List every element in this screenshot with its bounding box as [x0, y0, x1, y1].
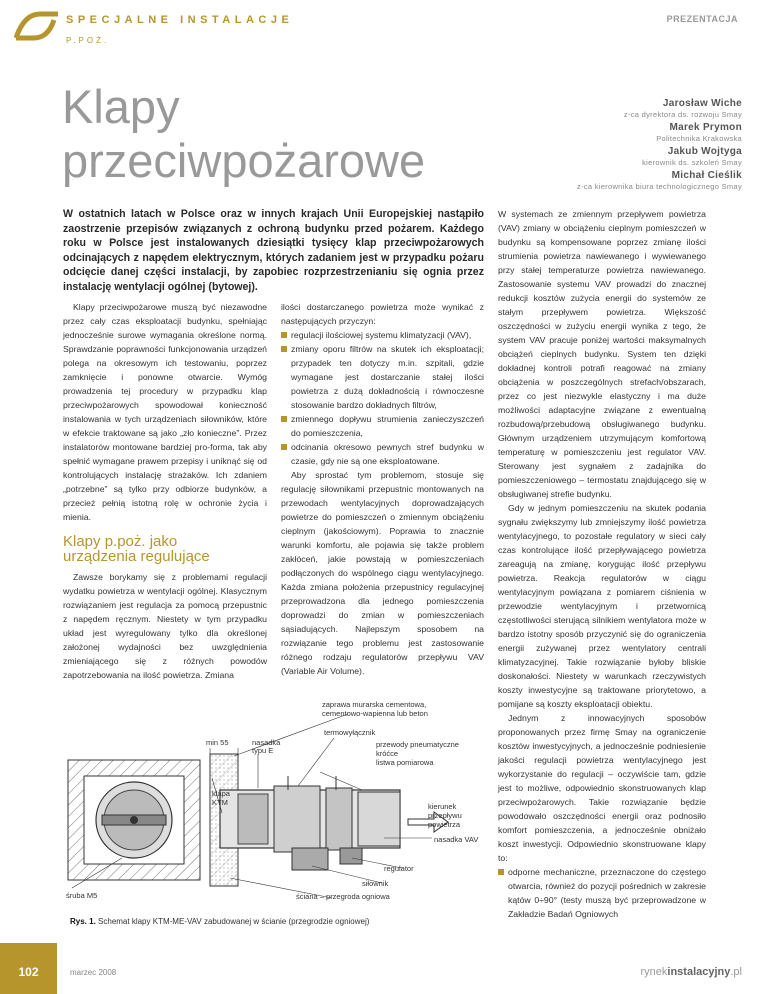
site-prefix: rynek: [640, 966, 668, 978]
caption-label: Rys. 1.: [70, 917, 96, 926]
bullet-item: zmiennego dopływu strumienia zanieczyszczeń do pomieszczenia,: [281, 412, 484, 440]
body-paragraph: ilości dostarczanego powietrza może wynikać z następujących przyczyn:: [281, 302, 484, 326]
label-kierunek-2: przepływu: [428, 811, 462, 820]
label-nasadka-vav: nasadka VAV: [434, 835, 479, 844]
author-role: z-ca kierownika biura technologicznego Smay: [576, 182, 742, 191]
issue-date: marzec 2008: [70, 968, 117, 977]
author-role: z-ca dyrektora ds. rozwoju Smay: [623, 110, 742, 119]
lead-paragraph: W ostatnich latach w Polsce oraz w innych krajach Unii Europejskiej nastąpiło zaostrzenie przepisów związanych z ochroną budynku przed pożarem. Każdego roku w Polsce jest instalowanych dziesiątki tysięcy klap przeciwpożarowych odcinających z napędem elektrycznym, których zadaniem jest w przypadku pożaru odcięcie danej części instalacji, by zapobiec rozprzestrzenianiu się ognia przez instalację wentylacji ogólnej (bytowej).: [63, 208, 484, 293]
bullet-item: regulacji ilościowej systemu klimatyzacji (VAV),: [281, 328, 484, 342]
label-kierunek: kierunek: [428, 802, 457, 811]
body-paragraph: Klapy przeciwpożarowe muszą być niezawodne przez cały czas eksploatacji budynku, spełniając jednocześnie surowe wymagania określone normą. Sprawdzanie poprawności funkcjonowania urządzeń polega na okresowym ich testowaniu, poprzez zamknięcie i ponowne otwarcie. Wymóg prowadzenia tej procedury w przypadku klap przeciwpożarowych spowodował konieczność instalowania w tych urządzeniach siłowników, które w efekcie traktowane są jako „zło konieczne”. Przez instalatorów montowane bardziej pro-forma, tak aby spełnić wymagane prawem przepisy i uniknąć się od kontrolujących instalację strażaków. Ich zdaniem „potrzebne” są tylko przy odbiorze budynków, a przecież pełnią istotną rolę w ochronie życia i mienia.: [63, 302, 267, 522]
article-kind: PREZENTACJA: [666, 14, 738, 24]
label-listwa: listwa pomiarowa: [376, 758, 434, 767]
body-paragraph: Aby sprostać tym problemom, stosuje się regulację siłownikami przepustnic montowanych na przewodach wentylacyjnych doprowadzających powietrze do pomieszczeń o zmiennym obciążeniu cieplnym (jakościowym). Poprawia to znacznie warunki komfortu, ale pojawia się także problem zakłóceń, jakie powstają w pomieszczeniach podłączonych do wspólnego ciągu wentylacyjnego. Każda zmiana położenia przepustnicy regulacyjnej przeprowadzona dla jednego pomieszczenia doprowadzi do zmian w pomieszczeniach sąsiadujących. Najlepszym sposobem na rozwiązanie tego problemu jest zastosowanie różnego rodzaju regulatorów przepływu VAV (Variable Air Volume).: [281, 470, 484, 676]
label-sruba: śruba M5: [66, 891, 98, 900]
subheading-line-1: Klapy p.poż. jako: [63, 533, 178, 550]
text-column-1: [63, 300, 267, 682]
label-regulator: regulator: [384, 864, 414, 873]
body-paragraph: Jednym z innowacyjnych sposobów proponowanych przez firmę Smay na ograniczenie kosztów inwestycyjnych, a jednocześnie podniesienie jakości regulacji powietrza wentylacyjnego jest wykorzystanie do regulacji – oczywiście tam, gdzie jest to możliwe, odpowiednio skonstruowanych klap przeciwpożarowych. Takie rozwiązanie będzie powodowało oszczędności energii oraz podnosiło komfort pomieszczenia, a jednocześnie obniżało koszt inwestycji. Odpowiednio skonstruowane klapy to:: [498, 713, 706, 863]
magazine-logo-icon: [14, 10, 60, 42]
section-title: SPECJALNE INSTALACJE: [66, 14, 294, 26]
author-name: Jakub Wojtyga: [667, 146, 742, 157]
label-krocce: króćce: [376, 749, 399, 758]
author-name: Jarosław Wiche: [662, 98, 742, 109]
label-klapa: klapa: [212, 789, 230, 798]
title-line-1: Klapy: [62, 80, 180, 133]
label-termowylacznik: termowyłącznik: [324, 728, 376, 737]
figure-caption: [70, 917, 369, 926]
subheading: [63, 534, 267, 564]
site-suffix: .pl: [730, 966, 742, 978]
label-sciana: ściana – przegroda ogniowa: [296, 892, 390, 901]
author-list: [412, 98, 742, 194]
bullet-item: odcinania okresowo pewnych stref budynku w czasie, gdy nie są one eksploatowane.: [281, 440, 484, 468]
website-link[interactable]: [640, 966, 742, 978]
bullet-item: odporne mechaniczne, przeznaczone do częstego otwarcia, również do pozycji pośrednich w zakresie kątów 0÷90° (testy muszą być przeprowadzone w Zakładzie Badań Ogniowych: [498, 865, 706, 921]
label-silownik: siłownik: [362, 879, 389, 888]
author-name: Michał Cieślik: [671, 170, 742, 181]
subheading-line-2: urządzenia regulujące: [63, 548, 210, 565]
article-title: [62, 80, 425, 188]
label-nasadka-e: nasadka: [252, 738, 281, 747]
label-ktm: KTM: [212, 798, 228, 807]
label-kierunek-3: powietrza: [428, 820, 461, 829]
label-przewody: przewody pneumatyczne: [376, 740, 459, 749]
bullet-item: zmiany oporu filtrów na skutek ich eksploatacji; przypadek ten dotyczy m.in. szpitali, gdzie wymagane jest dostarczanie stałej ilości powietrza z dużą dokładnością i równoczesne stosowanie bardzo dokładnych filtrów,: [281, 342, 484, 412]
author-role: Politechnika Krakowska: [656, 134, 742, 143]
text-column-3: [498, 207, 706, 921]
body-paragraph: Zawsze borykamy się z problemami regulacji wydatku powietrza w wentylacji ogólnej. Klasycznym rozwiązaniem jest regulacja za pomocą przepustnic z napędem ręcznym. Niestety w tym przypadku układ jest wyregulowany tylko dla określonej założonej wydajności bez uwzględnienia zmieniającego się z różnych powodów zapotrzebowania na ilość powietrza. Zmiana: [63, 572, 267, 680]
label-zaprawa: zaprawa murarska cementowa,: [322, 700, 427, 709]
label-nasadka-e-2: typu E: [252, 746, 274, 755]
caption-text: Schemat klapy KTM-ME-VAV zabudowanej w ścianie (przegrodzie ogniowej): [98, 917, 370, 926]
text-column-2: [281, 300, 484, 678]
site-bold: instalacyjny: [667, 966, 731, 978]
body-paragraph: Gdy w jednym pomieszczeniu na skutek podania sygnału zwiększymy lub zmniejszymy ilość powietrza wentylacyjnego, to pozostałe regulatory w sieci cały czas kontrolujące ilość przepływającego powietrza zareagują na zmianę, korygując ilość przepływu powietrza. Reakcja regulatorów w ciągu wentylacyjnym powiązana z pomiarem ciśnienia w przewodzie wentylacyjnym i przetwornicą częstotliwości sterującą silnikiem wentylatora może w bardzo istotny sposób przyczynić się do ograniczenia energii zużywanej przez wentylatory centrali klimatyzacyjnej. Takie rozwiązanie byłoby bliskie doskonałości. Niestety w warunkach rzeczywistych koszty inwestycyjne są traktowane priorytetowo, a pomijane są koszty eksploatacji obiektu.: [498, 503, 706, 709]
page-number: 102: [18, 965, 39, 979]
subsection-title: P.POŻ.: [66, 36, 110, 45]
author-role: kierownik ds. szkoleń Smay: [642, 158, 742, 167]
label-min55: min 55: [206, 738, 229, 747]
body-paragraph: W systemach ze zmiennym przepływem powietrza (VAV) zmiany w obciążeniu cieplnym pomieszczeń w budynku są kompensowane poprzez zmianę ilości strumienia powietrza nawiewanego i wywiewanego przy stałej temperaturze powietrza nawiewanego. Zastosowanie systemu VAV prowadzi do znacznej redukcji kosztów zużycia energii do systemów ze stałym przepływem powietrza. Większość oszczędności w zużyciu energii wynika z tego, że system VAV pracuje poniżej wartości maksymalnych obciążeń cieplnych budynku. System ten dzięki dokładnej kontroli potrafi reagować na zmiany obciążenia w poszczególnych strefach/obszarach, przez co jest niezwykle elastyczny i ma duże możliwości adaptacyjne związane z ewentualną rozbudową/przebudową obsługiwanego budynku. Głównym urządzeniem utrzymującym komfortową temperaturę w pomieszczeniu jest regulator VAV. Sterowany jest sygnałem z zadajnika do pomieszczeniowego – termostatu znajdującego się w obsługiwanej strefie budynku.: [498, 209, 706, 499]
title-line-2: przeciwpożarowe: [62, 134, 426, 187]
damper-diagram: [62, 698, 500, 910]
author-name: Marek Prymon: [669, 122, 742, 133]
label-zaprawa-2: cementowo-wapienna lub beton: [322, 709, 428, 718]
